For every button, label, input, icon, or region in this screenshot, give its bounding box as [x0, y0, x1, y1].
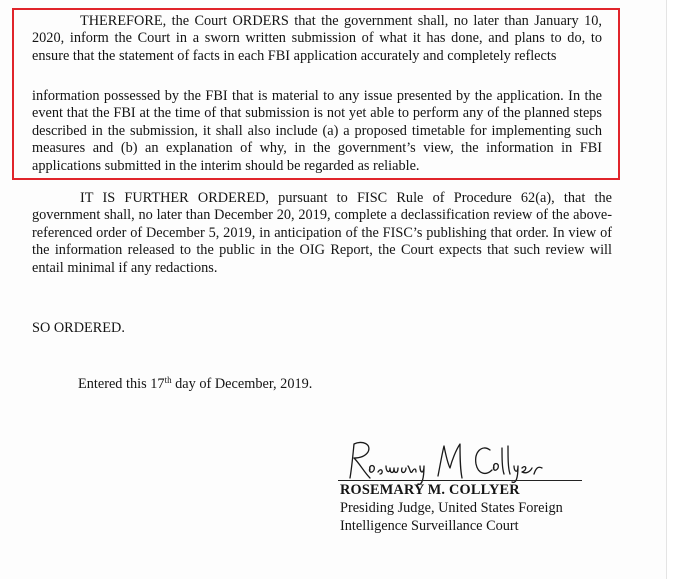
signer-title-line1: Presiding Judge, United States Foreign [340, 500, 563, 516]
entered-ordinal: th [164, 375, 172, 385]
signature-block [338, 438, 588, 548]
entered-suffix: day of December, 2019. [171, 376, 313, 392]
paragraph-further-ordered: IT IS FURTHER ORDERED, pursuant to FISC Rule of Procedure 62(a), that the government shall, no later than December 20, 2019, complete a declassification review of the above-referenced order of December 5, 2019, in anticipation of the FISC’s publishing that order. In view of the information released to the public in the OIG Report, the Court expects that such review will entail minimal if any redactions. [32, 190, 612, 276]
handwritten-signature [342, 438, 552, 486]
so-ordered: SO ORDERED. [32, 320, 125, 336]
signer-title-line2: Intelligence Surveillance Court [340, 518, 519, 534]
paragraph-information: information possessed by the FBI that is material to any issue presented by the application. In the event that the FBI at the time of that submission is not yet able to perform any of the planned steps described in the submission, it shall also include (a) a proposed timetable for implementing such measures and (b) an explanation of why, in the government’s view, the information in FBI applications submitted in the interim should be regarded as reliable. [32, 88, 602, 174]
entered-date [78, 376, 312, 393]
paragraph-therefore: THEREFORE, the Court ORDERS that the government shall, no later than January 10, 2020, inform the Court in a sworn written submission of what it has done, and plans to do, to ensure that the statement of facts in each FBI application accurately and completely reflects [32, 13, 602, 64]
signature-line [338, 480, 582, 481]
entered-prefix: Entered this 17 [78, 376, 165, 392]
signer-name: ROSEMARY M. COLLYER [340, 482, 520, 498]
